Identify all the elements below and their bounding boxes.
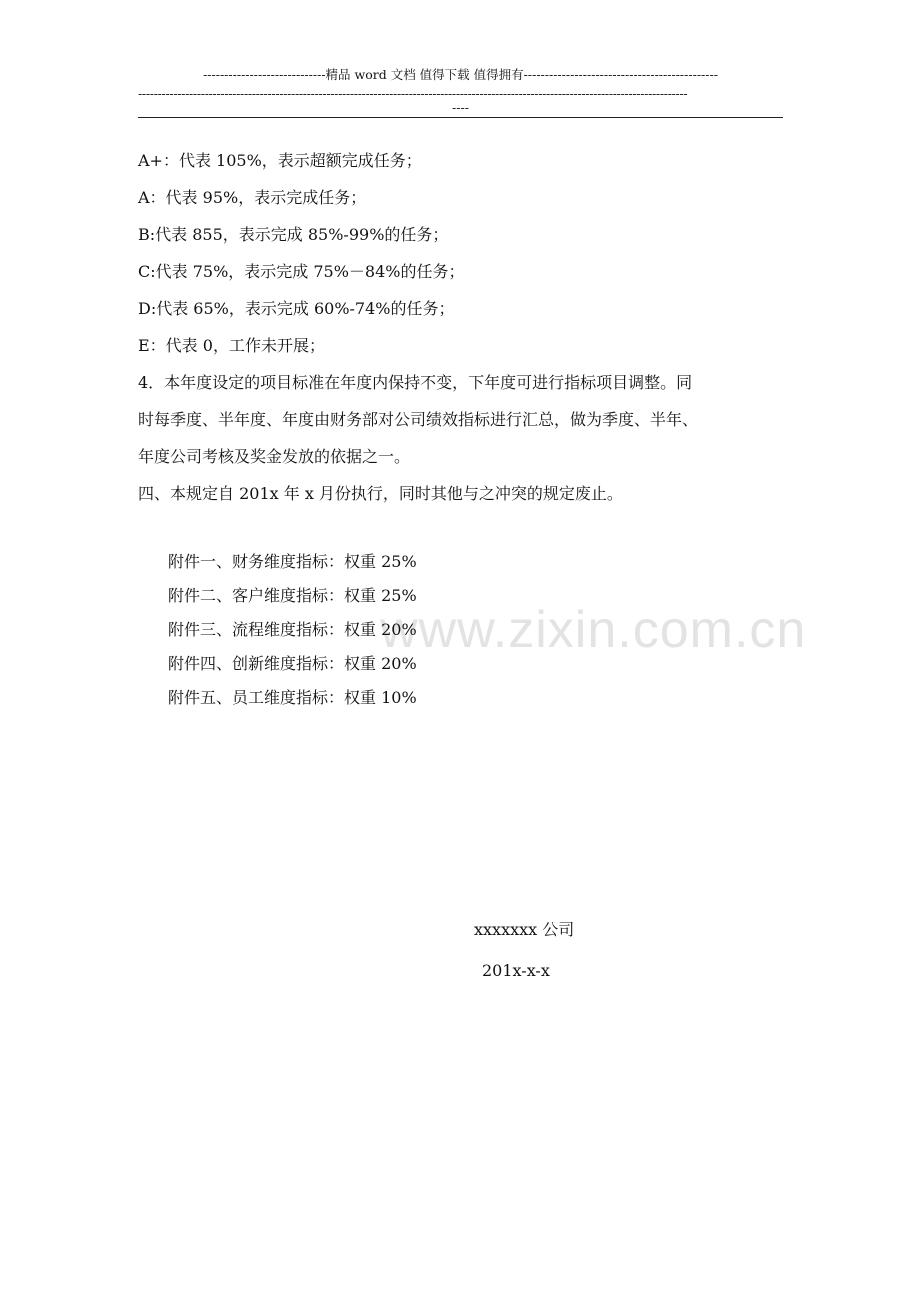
header-banner: -----------------------------精品 word 文档 值得下载 值得拥有---------------------------------------------- [203,67,718,82]
attachment-1: 附件一、财务维度指标：权重 25% [168,552,417,571]
grade-d: D:代表 65%，表示完成 60%-74%的任务； [138,299,455,318]
header-dash-tail: ---- [452,100,469,115]
grade-definitions [138,142,788,364]
header-dash-line: -------------------------------------------------------------------------------------------------------------------------------------------- [138,86,688,101]
grade-e: E：代表 0，工作未开展； [138,336,325,355]
clause-4-line-3: 年度公司考核及奖金发放的依据之一。 [138,447,411,466]
clause-four-effective: 四、本规定自 201x 年 x 月份执行，同时其他与之冲突的规定废止。 [138,484,623,503]
attachment-4: 附件四、创新维度指标：权重 20% [168,654,417,673]
clause-4-line-2: 时每季度、半年度、年度由财务部对公司绩效指标进行汇总，做为季度、半年、 [138,410,699,429]
attachment-3: 附件三、流程维度指标：权重 20% [168,620,417,639]
clause-4 [138,364,788,512]
signature-company: xxxxxxx 公司 [474,920,575,939]
attachment-2: 附件二、客户维度指标：权重 25% [168,586,417,605]
grade-a-plus: A+：代表 105%，表示超额完成任务； [138,151,422,170]
attachment-5: 附件五、员工维度指标：权重 10% [168,688,417,707]
clause-4-line-1: 4．本年度设定的项目标准在年度内保持不变，下年度可进行指标项目调整。同 [138,373,693,392]
watermark: www.zixin.com.cn [380,601,807,659]
grade-c: C:代表 75%，表示完成 75%－84%的任务； [138,262,465,281]
attachment-list [168,545,417,715]
header-divider [138,117,783,118]
grade-a: A：代表 95%，表示完成任务； [138,188,367,207]
signature-date: 201x-x-x [482,961,550,980]
grade-b: B:代表 855，表示完成 85%-99%的任务； [138,225,449,244]
